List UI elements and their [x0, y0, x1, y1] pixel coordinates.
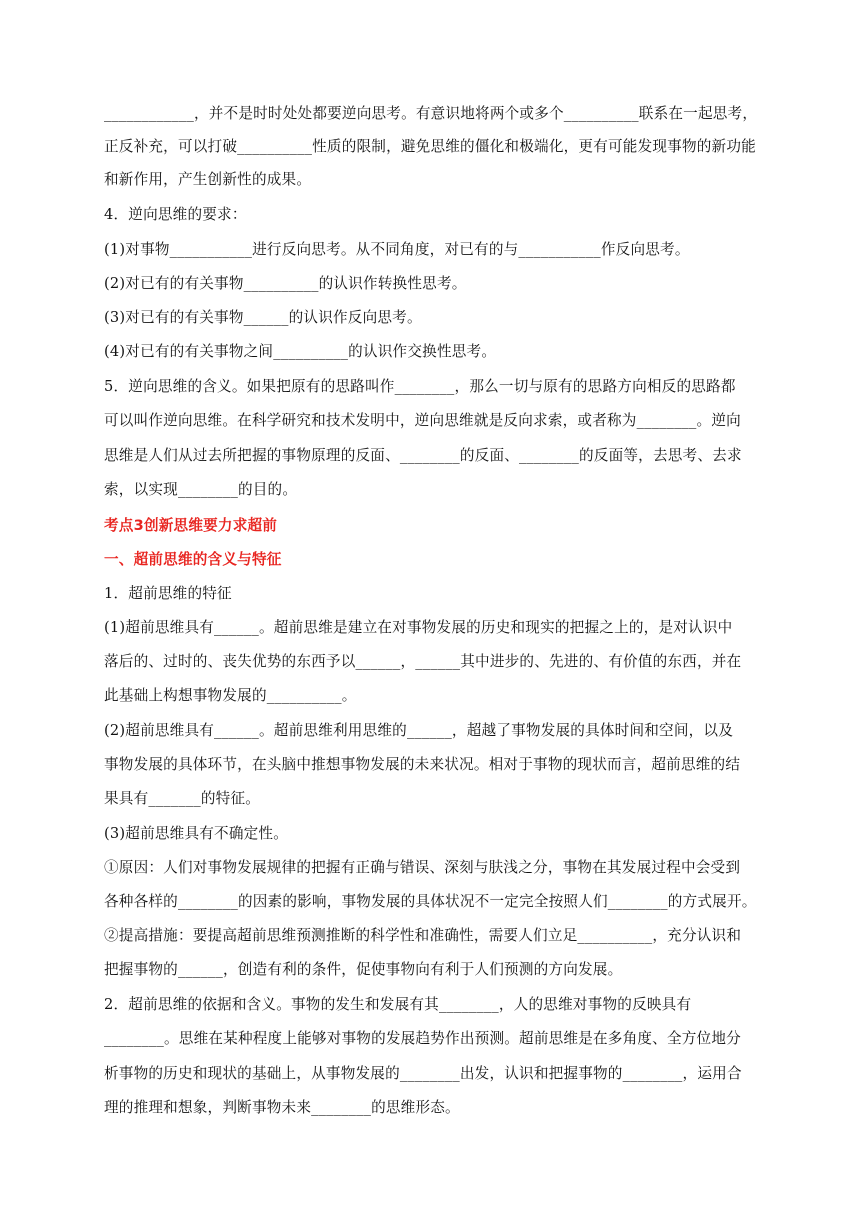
text-line: 各种各样的________的因素的影响，事物发展的具体状况不一定完全按照人们________的方式展开。	[104, 893, 757, 910]
text-line: 1．超前思维的特征	[104, 585, 232, 602]
text-line: ②提高措施：要提高超前思维预测推断的科学性和准确性，需要人们立足__________，充分认识和	[104, 927, 742, 944]
text-line: 把握事物的______，创造有利的条件，促使事物向有利于人们预测的方向发展。	[104, 961, 623, 978]
text-line: 事物发展的具体环节，在头脑中推想事物发展的未来状况。相对于事物的现状而言，超前思维的结	[104, 756, 741, 773]
text-line: ________。思维在某种程度上能够对事物的发展趋势作出预测。超前思维是在多角度、全方位地分	[104, 1030, 741, 1047]
text-line: (3)超前思维具有不确定性。	[104, 825, 289, 842]
text-line: ①原因：人们对事物发展规律的把握有正确与错误、深刻与肤浅之分，事物在其发展过程中会受到	[104, 859, 741, 876]
text-line: 4．逆向思维的要求：	[104, 206, 247, 223]
text-line: 思维是人们从过去所把握的事物原理的反面、________的反面、________的反面等，去思考、去求	[104, 447, 742, 464]
section-heading: 一、超前思维的含义与特征	[104, 551, 282, 568]
text-line: (1)超前思维具有______。超前思维是建立在对事物发展的历史和现实的把握之上的，是对认识中	[104, 619, 733, 636]
text-line: (2)超前思维具有______。超前思维利用思维的______，超越了事物发展的具体时间和空间，以及	[104, 722, 734, 739]
text-line: 可以叫作逆向思维。在科学研究和技术发明中，逆向思维就是反向求索，或者称为________。逆向	[104, 412, 741, 429]
text-line: 落后的、过时的、丧失优势的东西予以______，______其中进步的、先进的、有价值的东西，并在	[104, 653, 742, 670]
text-line: (3)对已有的有关事物______的认识作反向思考。	[104, 309, 422, 326]
text-line: 5．逆向思维的含义。如果把原有的思路叫作________，那么一切与原有的思路方向相反的思路都	[104, 378, 736, 395]
text-line: (1)对事物___________进行反向思考。从不同角度，对已有的与___________作反向思考。	[104, 241, 690, 258]
text-line: 此基础上构想事物发展的__________。	[104, 687, 357, 704]
text-line: 理的推理和想象，判断事物未来________的思维形态。	[104, 1099, 460, 1116]
text-line: (2)对已有的有关事物__________的认识作转换性思考。	[104, 275, 467, 292]
text-line: (4)对已有的有关事物之间__________的认识作交换性思考。	[104, 343, 497, 360]
text-line: 2．超前思维的依据和含义。事物的发生和发展有其________，人的思维对事物的反映具有	[104, 996, 692, 1013]
text-line: ____________，并不是时时处处都要逆向思考。有意识地将两个或多个__________联系在一起思考，	[104, 105, 758, 122]
text-line: 和新作用，产生创新性的成果。	[104, 171, 312, 188]
section-heading: 考点3创新思维要力求超前	[104, 517, 278, 534]
text-line: 索，以实现________的目的。	[104, 481, 298, 498]
text-line: 正反补充，可以打破__________性质的限制，避免思维的僵化和极端化，更有可能发现事物的新功能	[104, 138, 756, 155]
text-line: 析事物的历史和现状的基础上，从事物发展的________出发，认识和把握事物的________，运用合	[104, 1065, 742, 1082]
text-line: 果具有_______的特征。	[104, 790, 261, 807]
